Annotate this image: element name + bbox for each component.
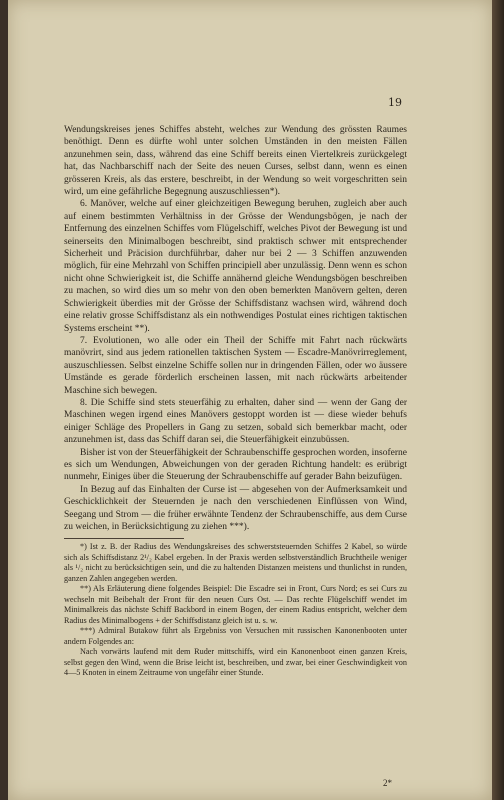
paragraph: 7. Evolutionen, wo alle oder ein Theil der Schiffe mit Fahrt nach rückwärts manövrirt, sind aus jedem rationellen taktischen System — Escadre-Manövrirreglement, auszuschliessen. Selbst einzelne Schiffe sollen nur in dringenden Fällen, oder wo äussere Umstände es gerade förderlich erscheinen lassen, mit nach rückwärts arbeitender Maschine sich bewegen.	[64, 335, 407, 396]
footnote: **) Als Erläuterung diene folgendes Beispiel: Die Escadre sei in Front, Curs Nord; es sei Curs zu wechseln mit Beibehalt der Front für den neuen Curs Ost. — Das rechte Flügelschiff wendet im Minimalkreis das nächste Schiff Backbord in einem Bogen, der einem Radius entspricht, welcher dem Radius des Minimalbogens + der Schiffsdistanz gleich ist u. s. w.	[64, 584, 407, 625]
book-page	[8, 0, 492, 800]
page-number: 19	[388, 96, 402, 109]
signature-mark: 2*	[383, 778, 392, 788]
footnote: Nach vorwärts laufend mit dem Ruder mittschiffs, wird ein Kanonenboot einen ganzen Kreis, selbst gegen den Wind, wenn die Brise leicht ist, beschreiben, und zwar, bei einer Geschwindigkeit von 4—5 Knoten in einem Zeitraume von ungefähr einer Stunde.	[64, 647, 407, 678]
book-binding-edge	[492, 0, 504, 800]
footnotes	[64, 542, 407, 679]
page-text	[64, 124, 407, 679]
paragraph: In Bezug auf das Einhalten der Curse ist — abgesehen von der Aufmerksamkeit und Geschicklichkeit der Steuernden je nach den verschiedenen Einflüssen von Wind, Seegang und Strom — die früher erwähnte Tendenz der Schraubenschiffe, aus dem Curse zu weichen, in Berücksichtigung zu ziehen ***).	[64, 484, 407, 532]
paragraph: 8. Die Schiffe sind stets steuerfähig zu erhalten, daher sind — wenn der Gang der Maschinen wegen irgend eines Manövers gestoppt worden ist — diese wieder behufs einiger Schläge des Propellers in Gang zu setzen, sobald sich bemerkbar macht, oder anzunehmen ist, dass das Schiff daran sei, die Steuerfähigkeit einzubüssen.	[64, 397, 407, 446]
footnote-divider	[64, 538, 184, 539]
paragraph: Bisher ist von der Steuerfähigkeit der Schraubenschiffe gesprochen worden, insoferne es sich um Wendungen, Abweichungen von der geraden Richtung handelt: es erübrigt nunmehr, Einiges über die Steuerung der Schraubenschiffe auf gerader Bahn beizufügen.	[64, 447, 407, 483]
paragraph: Wendungskreises jenes Schiffes absteht, welches zur Wendung des grössten Raumes benöthigt. Denn es dürfte wohl unter solchen Umständen in den meisten Fällen anzunehmen sein, dass, während das eine Schiff bereits einen Viertelkreis zurückgelegt hat, das Nachbarschiff nach der Seite des neuen Curses, selbst dann, wenn es einen grösseren Kreis, als das erstere, beschreibt, in der Wendung so weit vorgeschritten sein wird, um eine gefährliche Begegnung auszuschliessen*).	[64, 125, 407, 198]
paragraph: 6. Manöver, welche auf einer gleichzeitigen Bewegung beruhen, zugleich aber auch auf einem bestimmten Verhältniss in der Grösse der Wendungsbögen, je nach der Entfernung des einzelnen Schiffes vom Flügelschiff, welches Pivot der Bewegung ist und seinerseits den Minimalbogen beschreibt, sind praktisch schwer mit entsprechender Sicherheit und Präcision durchführbar, daher nur bei 2 — 3 Schiffen anzuwenden möglich, für eine Mehrzahl von Schiffen principiell aber unzulässig. Denn wenn es schon nicht ohne Schwierigkeit ist, die Schiffe annähernd gleiche Wendungsbögen beschreiben zu machen, so wird dies um so mehr von den oben bemerkten Manövern gelten, deren Schwierigkeit überdies mit der Grösse der Schiffsdistanz wachsen wird, während doch eine relativ grosse Schiffsdistanz als ein nothwendiges Postulat eines richtigen taktischen Systems erscheint **).	[64, 199, 407, 334]
footnote: *) Ist z. B. der Radius des Wendungskreises des schwerststeuernden Schiffes 2 Kabel, so würde sich als Schiffsdistanz 2¹/₂ Kabel ergeben. In der Praxis werden selbstverständlich Bruchtheile weniger als ¹/₂ nicht zu berücksichtigen sein, und die zu haltenden Distanzen meistens und thunlichst in runden, ganzen Zahlen angegeben werden.	[64, 542, 407, 583]
footnote: ***) Admiral Butakow führt als Ergebniss von Versuchen mit russischen Kanonenbooten unter andern Folgendes an:	[64, 626, 407, 646]
main-text	[64, 124, 407, 533]
